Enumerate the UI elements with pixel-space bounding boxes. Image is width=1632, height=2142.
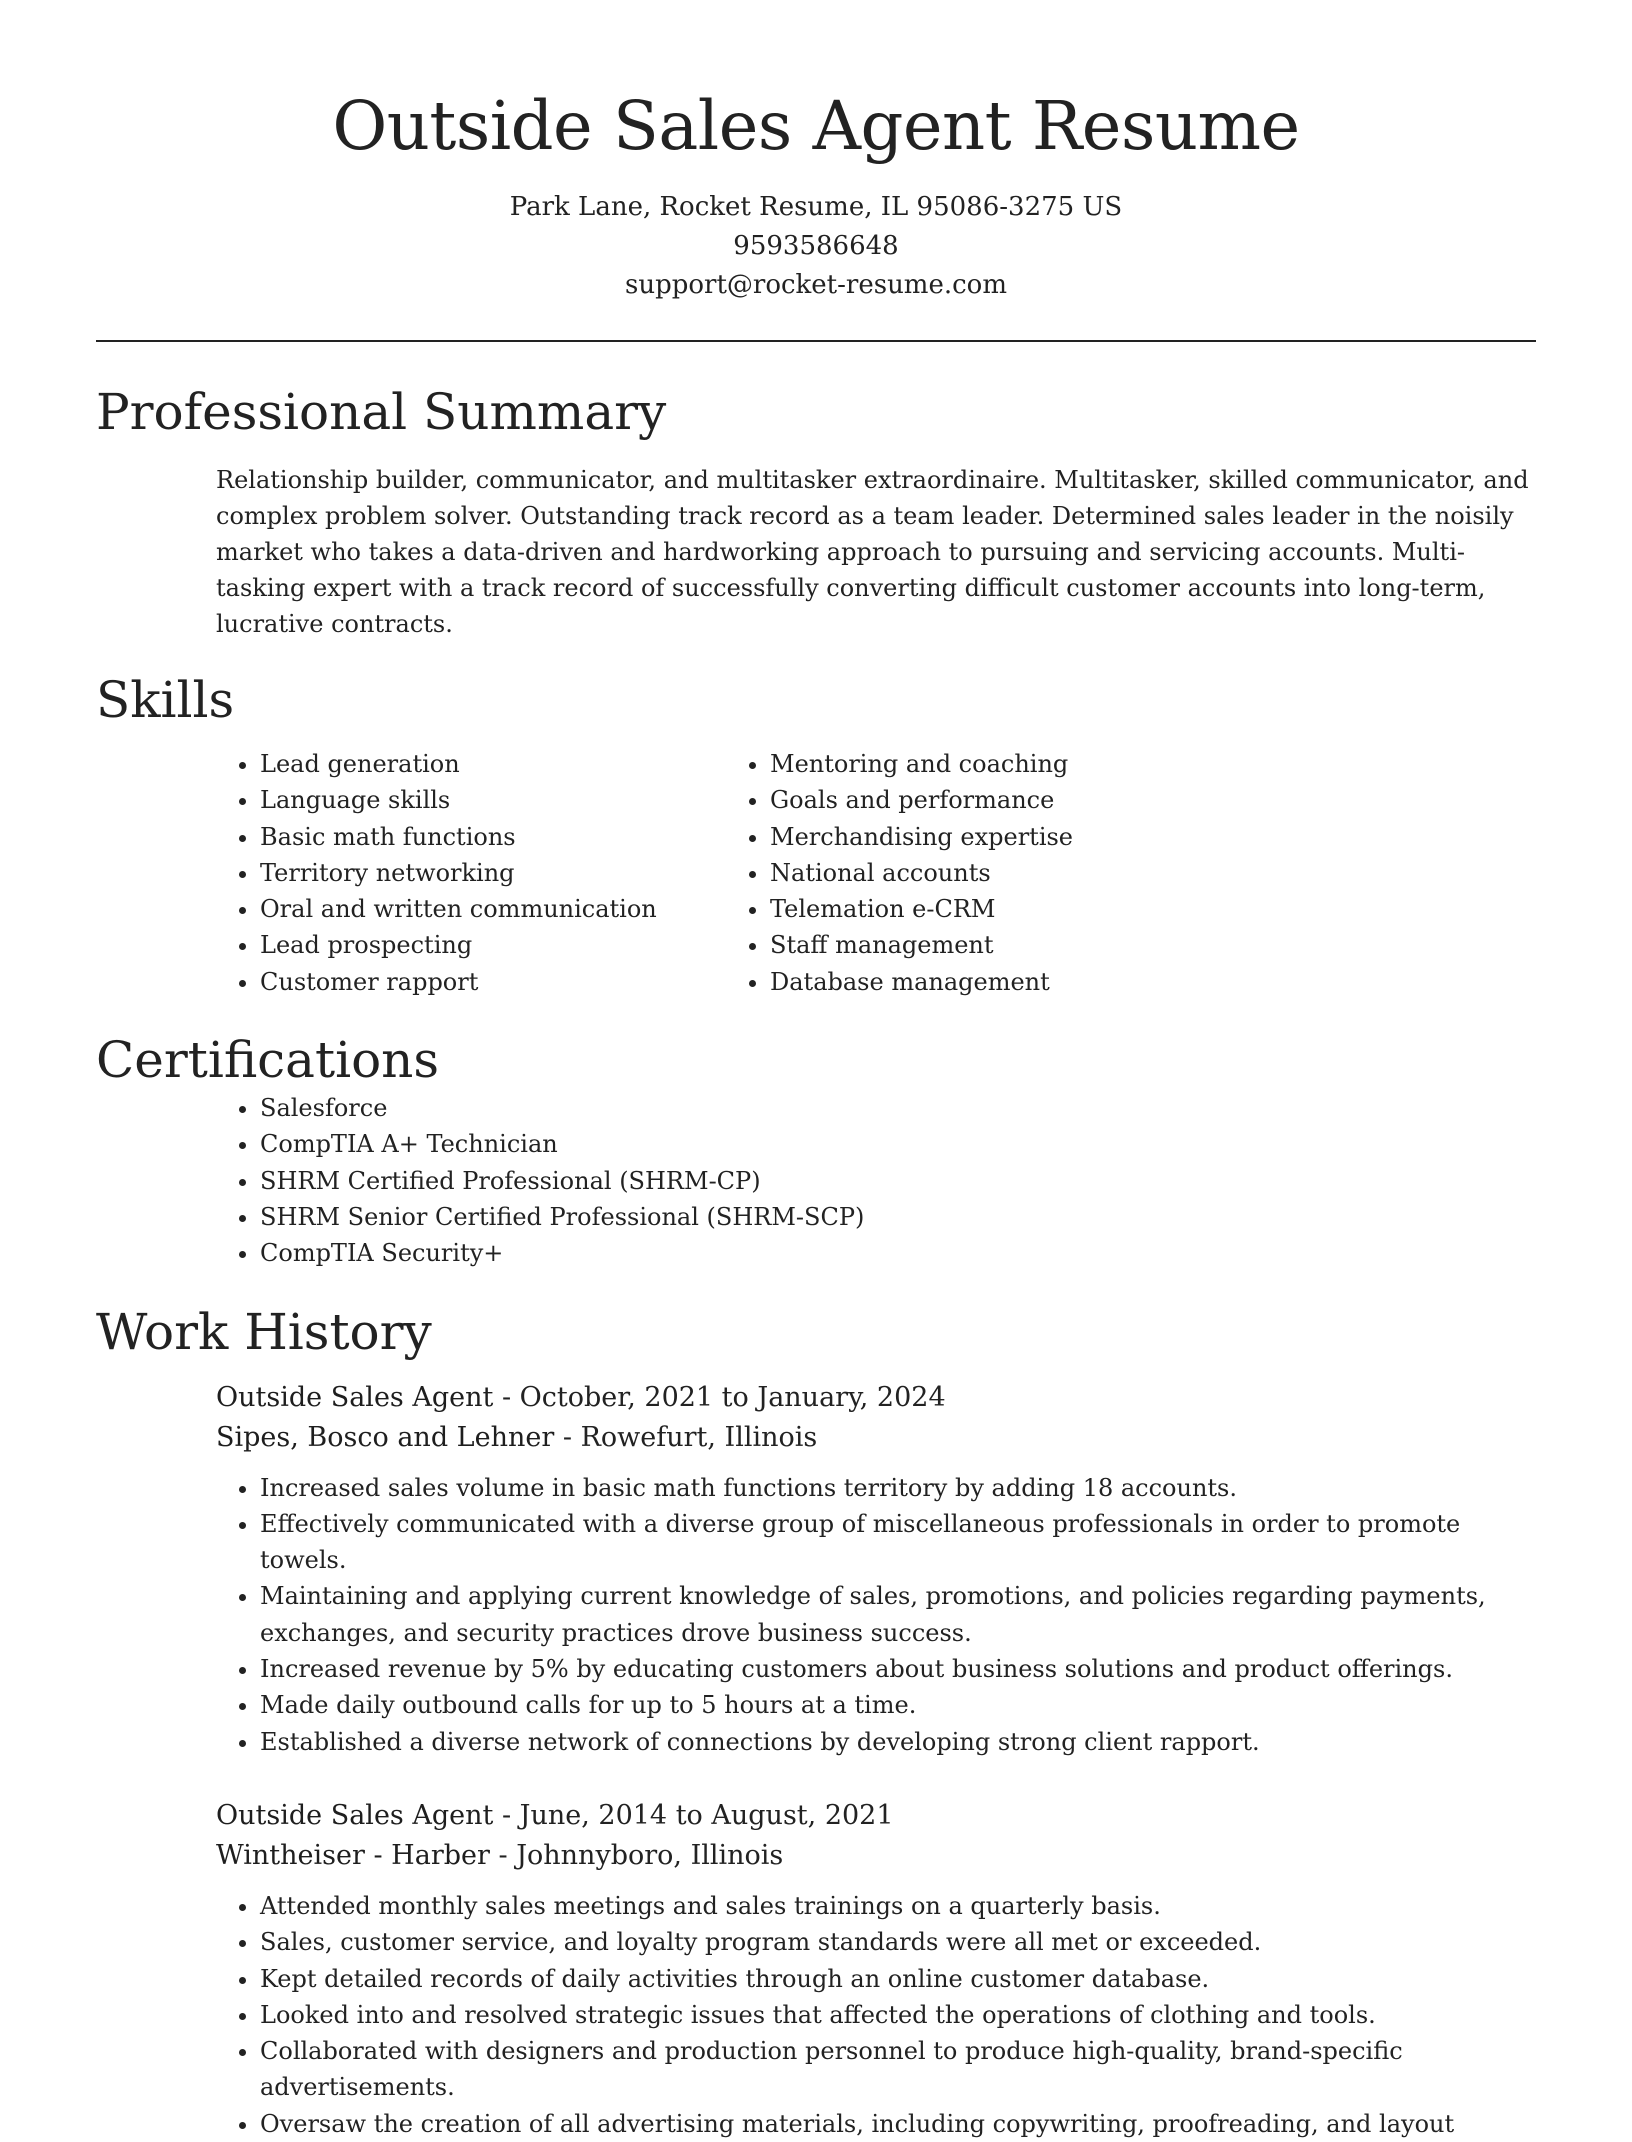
job-dates: October, 2021 to January, 2024 <box>519 1381 946 1413</box>
certification-item: • CompTIA Security+ <box>260 1235 1536 1271</box>
skills-heading: Skills <box>96 671 235 729</box>
work-history-section <box>96 1302 1536 2142</box>
job-dates: June, 2014 to August, 2021 <box>519 1799 894 1831</box>
job-company: Sipes, Bosco and Lehner <box>216 1421 555 1453</box>
job-company-line: Wintheiser - Harber - Johnnyboro, Illinois <box>216 1839 784 1871</box>
resume-header <box>96 0 1536 305</box>
skill-item: • Goals and performance <box>770 782 1073 818</box>
summary-heading: Professional Summary <box>96 383 667 441</box>
skill-item: • Lead generation <box>260 746 746 782</box>
phone-text: 9593586648 <box>733 231 899 261</box>
skill-item: • Language skills <box>260 782 746 818</box>
job-duty-item: • Collaborated with designers and production personnel to produce high-quality, brand-specific advertisements. <box>260 2033 1536 2106</box>
skill-item: • National accounts <box>770 855 1073 891</box>
summary-section <box>96 382 1536 642</box>
skill-item: • Merchandising expertise <box>770 819 1073 855</box>
job-entry <box>216 1796 1536 2142</box>
skills-column-left <box>96 746 746 1000</box>
resume-page <box>96 0 1536 2142</box>
job-title-line: Outside Sales Agent - June, 2014 to August, 2021 <box>216 1799 894 1831</box>
skill-item: • Customer rapport <box>260 964 746 1000</box>
job-duty-item: • Increased revenue by 5% by educating customers about business solutions and product offerings. <box>260 1651 1536 1687</box>
skill-item: • Lead prospecting <box>260 927 746 963</box>
certification-item: • SHRM Senior Certified Professional (SHRM-SCP) <box>260 1199 1536 1235</box>
job-duties-list <box>216 1470 1536 1760</box>
certification-item: • CompTIA A+ Technician <box>260 1126 1536 1162</box>
skill-item: • Telemation e-CRM <box>770 891 1073 927</box>
certifications-section <box>96 1030 1536 1271</box>
skill-item: • Database management <box>770 964 1073 1000</box>
skill-item: • Territory networking <box>260 855 746 891</box>
resume-title: Outside Sales Agent Resume <box>332 87 1300 165</box>
job-location: Rowefurt, Illinois <box>580 1421 818 1453</box>
job-duty-item: • Established a diverse network of connections by developing strong client rapport. <box>260 1724 1536 1760</box>
skills-column-right <box>746 746 1073 1000</box>
certifications-list <box>96 1090 1536 1271</box>
job-duty-item: • Maintaining and applying current knowledge of sales, promotions, and policies regarding payments, exchanges, and security practices drove business success. <box>260 1578 1536 1651</box>
job-location: Johnnyboro, Illinois <box>516 1839 784 1871</box>
skill-item: • Basic math functions <box>260 819 746 855</box>
skills-list-right <box>746 746 1073 1000</box>
skills-section <box>96 670 1536 1000</box>
skills-list-left <box>96 746 746 1000</box>
address-text: Park Lane, Rocket Resume, IL 95086-3275 US <box>509 192 1123 222</box>
job-company: Wintheiser - Harber <box>216 1839 490 1871</box>
skill-item: • Mentoring and coaching <box>770 746 1073 782</box>
job-duties-list <box>216 1888 1536 2142</box>
job-duty-item: • Made daily outbound calls for up to 5 hours at a time. <box>260 1687 1536 1723</box>
skill-item: • Oral and written communication <box>260 891 746 927</box>
skills-columns <box>96 746 1536 1000</box>
job-duty-item: • Attended monthly sales meetings and sales trainings on a quarterly basis. <box>260 1888 1536 1924</box>
certification-item: • Salesforce <box>260 1090 1536 1126</box>
header-divider <box>96 340 1536 342</box>
job-title: Outside Sales Agent <box>216 1381 494 1413</box>
email-text: support@rocket-resume.com <box>624 270 1007 300</box>
job-duty-item: • Oversaw the creation of all advertising materials, including copywriting, proofreading, and layout <box>260 2106 1536 2142</box>
certification-item: • SHRM Certified Professional (SHRM-CP) <box>260 1163 1536 1199</box>
job-duty-item: • Increased sales volume in basic math functions territory by adding 18 accounts. <box>260 1470 1536 1506</box>
skill-item: • Staff management <box>770 927 1073 963</box>
contact-info <box>96 188 1536 305</box>
summary-text: Relationship builder, communicator, and multitasker extraordinaire. Multitasker, skilled communicator, and complex problem solver. Outstanding track record as a team leader. Determined sales leader in the noisily market who takes a data-driven and hardworking approach to pursuing and servicing accounts. Multi-tasking expert with a track record of successfully converting difficult customer accounts into long-term, lucrative contracts. <box>216 466 1529 638</box>
job-duty-item: • Looked into and resolved strategic issues that affected the operations of clothing and tools. <box>260 1997 1536 2033</box>
job-entry <box>216 1378 1536 1760</box>
job-duty-item: • Kept detailed records of daily activities through an online customer database. <box>260 1961 1536 1997</box>
certifications-heading: Certifications <box>96 1031 440 1090</box>
job-duty-item: • Effectively communicated with a diverse group of miscellaneous professionals in order to promote towels. <box>260 1506 1536 1579</box>
job-title-line: Outside Sales Agent - October, 2021 to January, 2024 <box>216 1381 946 1413</box>
job-duty-item: • Sales, customer service, and loyalty program standards were all met or exceeded. <box>260 1924 1536 1960</box>
job-company-line: Sipes, Bosco and Lehner - Rowefurt, Illinois <box>216 1421 818 1453</box>
work-history-heading: Work History <box>96 1302 432 1361</box>
job-title: Outside Sales Agent <box>216 1799 494 1831</box>
